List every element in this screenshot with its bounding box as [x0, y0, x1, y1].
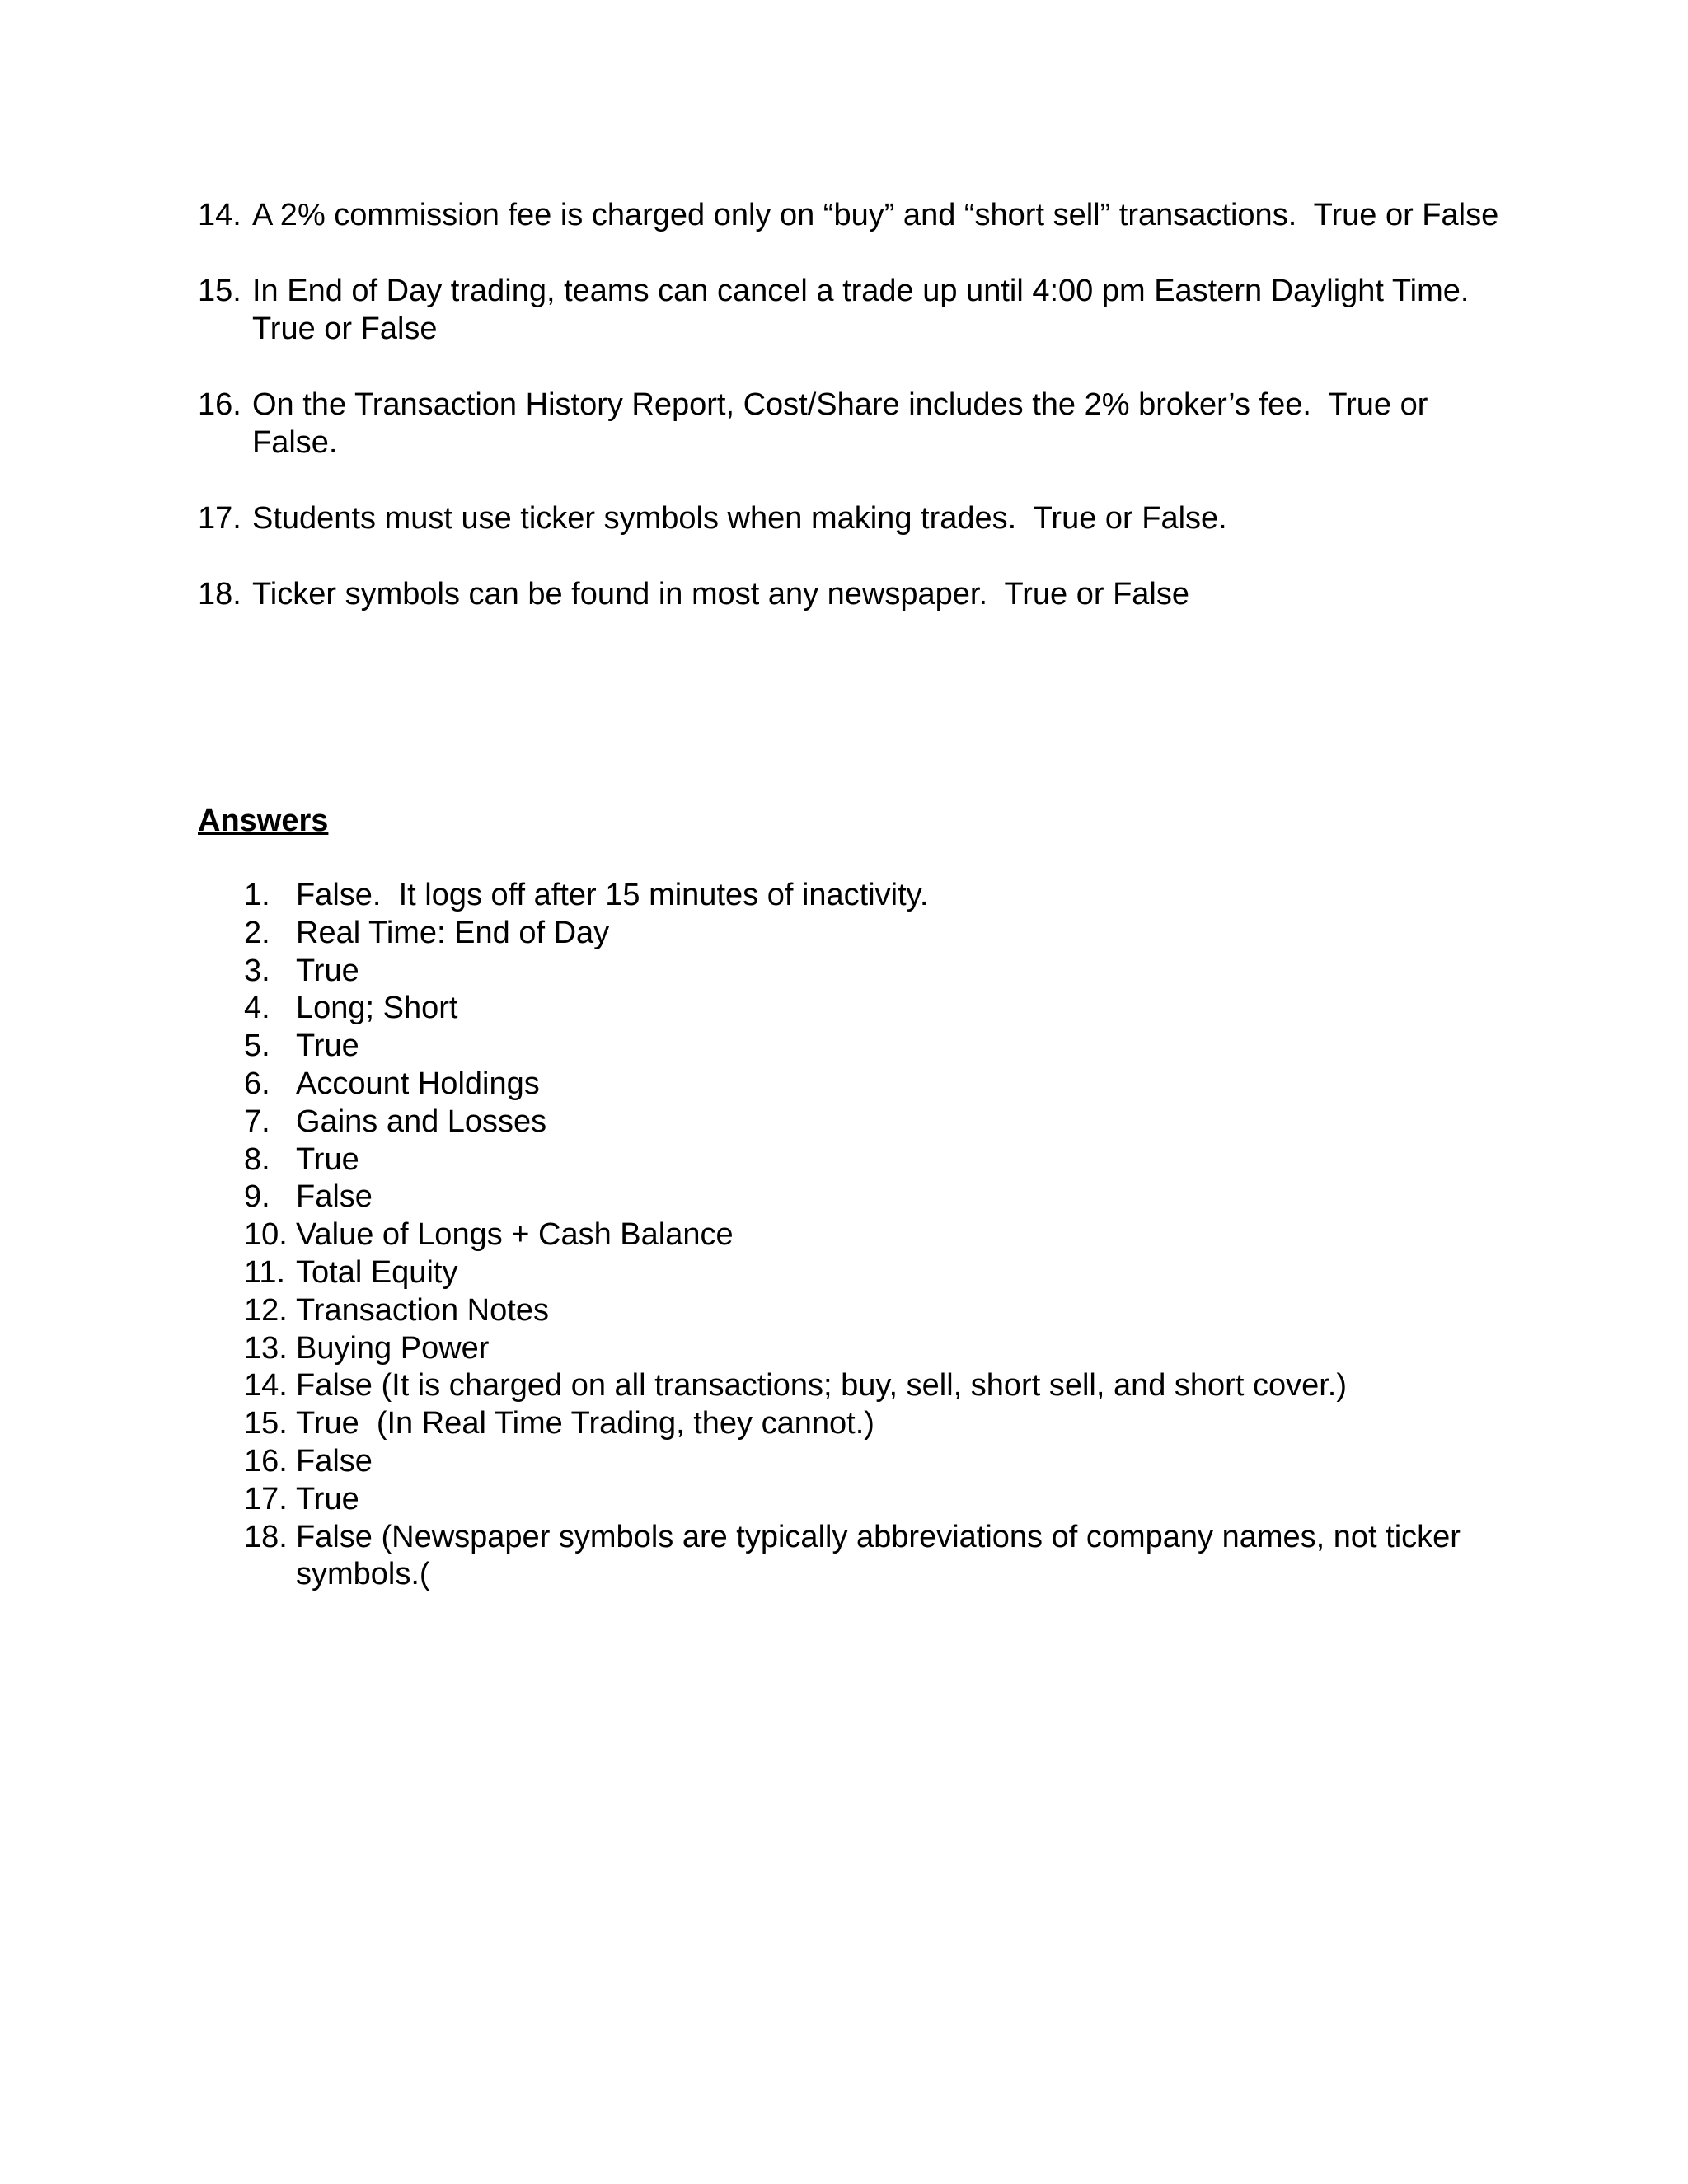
answer-item	[244, 1216, 1480, 1254]
question-list	[198, 196, 1517, 651]
answer-text: Value of Longs + Cash Balance	[296, 1217, 734, 1253]
answer-text: True	[296, 1481, 359, 1516]
answer-text: Transaction Notes	[296, 1292, 549, 1328]
answer-text: True (In Real Time Trading, they cannot.)	[296, 1406, 874, 1441]
question-item	[198, 499, 1517, 537]
answer-number: 5.	[244, 1029, 270, 1064]
answer-number: 10.	[244, 1217, 288, 1253]
answer-number: 11.	[244, 1254, 286, 1290]
answer-number: 9.	[244, 1179, 270, 1215]
answer-number: 12.	[244, 1292, 288, 1328]
answer-number: 8.	[244, 1141, 270, 1177]
answer-item	[244, 953, 1480, 991]
answer-item	[244, 1254, 1480, 1292]
answer-number: 15.	[244, 1406, 288, 1441]
answer-text: False	[296, 1179, 373, 1215]
answer-text: True	[296, 1141, 359, 1177]
answers-heading: Answers	[198, 804, 329, 838]
answer-number: 3.	[244, 953, 270, 988]
answer-number: 7.	[244, 1104, 270, 1139]
question-text: Students must use ticker symbols when making trades. True or False.	[252, 501, 1227, 536]
question-text: A 2% commission fee is charged only on “buy” and “short sell” transactions. True or False	[252, 198, 1499, 232]
answer-text: Buying Power	[296, 1330, 490, 1366]
answer-text: Real Time: End of Day	[296, 915, 610, 950]
answer-item	[244, 1330, 1480, 1368]
question-number: 14.	[198, 198, 241, 232]
answer-item	[244, 990, 1480, 1028]
answer-number: 6.	[244, 1066, 270, 1101]
question-item	[198, 575, 1517, 613]
question-text: Ticker symbols can be found in most any newspaper. True or False	[252, 577, 1190, 612]
question-text: In End of Day trading, teams can cancel a trade up until 4:00 pm Eastern Daylight Time. True or False	[252, 274, 1486, 346]
answer-text: True	[296, 1029, 359, 1064]
answer-item	[244, 1481, 1480, 1519]
answer-text: Gains and Losses	[296, 1104, 547, 1139]
question-item	[198, 196, 1517, 234]
question-item	[198, 272, 1517, 348]
answer-item	[244, 1028, 1480, 1066]
answer-number: 18.	[244, 1519, 288, 1554]
answer-text: False (It is charged on all transactions; buy, sell, short sell, and short cover.)	[296, 1368, 1347, 1404]
answer-text: Total Equity	[296, 1254, 458, 1290]
answer-list	[244, 877, 1480, 1594]
question-number: 16.	[198, 387, 241, 422]
answer-item	[244, 1519, 1480, 1595]
answer-number: 2.	[244, 915, 270, 950]
question-number: 15.	[198, 274, 241, 308]
answer-text: False	[296, 1443, 373, 1479]
answer-item	[244, 1405, 1480, 1443]
answer-text: False. It logs off after 15 minutes of inactivity.	[296, 878, 929, 912]
answer-item	[244, 877, 1480, 915]
answer-number: 16.	[244, 1443, 288, 1479]
answer-text: Long; Short	[296, 991, 458, 1026]
answer-item	[244, 1443, 1480, 1481]
answer-item	[244, 1292, 1480, 1330]
answer-number: 1.	[244, 878, 270, 912]
question-text: On the Transaction History Report, Cost/Share includes the 2% broker’s fee. True or False.	[252, 387, 1437, 460]
answer-number: 13.	[244, 1330, 288, 1366]
answer-text: True	[296, 953, 359, 988]
answer-item	[244, 1141, 1480, 1179]
answer-number: 4.	[244, 991, 270, 1026]
answer-number: 14.	[244, 1368, 288, 1404]
answer-text: False (Newspaper symbols are typically abbreviations of company names, not ticker symbols.(	[296, 1519, 1470, 1592]
answer-item	[244, 1367, 1480, 1405]
answer-item	[244, 1066, 1480, 1104]
answer-text: Account Holdings	[296, 1066, 540, 1101]
answer-number: 17.	[244, 1481, 288, 1516]
answer-item	[244, 915, 1480, 953]
question-number: 18.	[198, 577, 241, 612]
question-item	[198, 386, 1517, 462]
answer-item	[244, 1104, 1480, 1141]
question-number: 17.	[198, 501, 241, 536]
answer-item	[244, 1179, 1480, 1216]
